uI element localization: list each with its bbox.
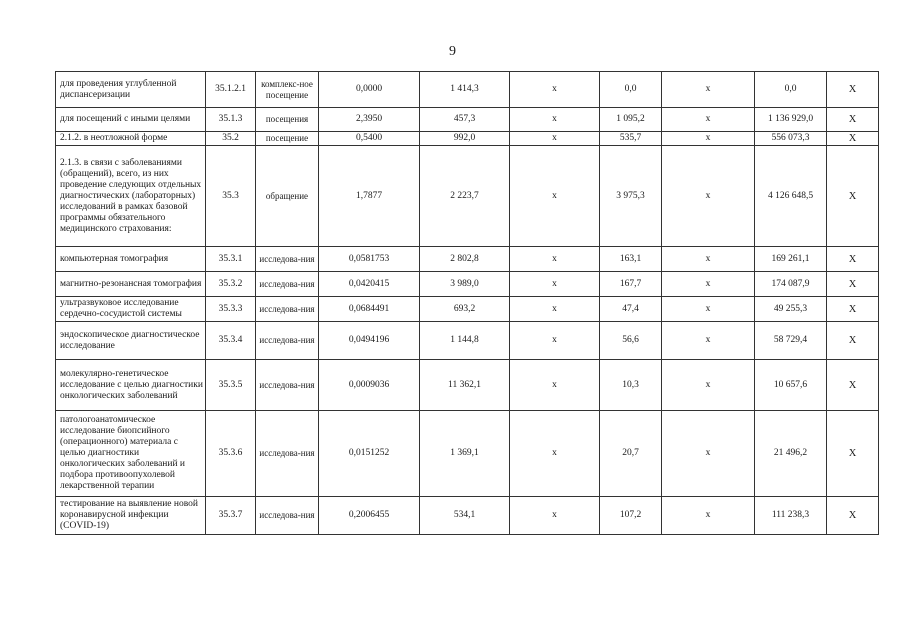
service-name-cell: магнитно-резонансная томография [56, 272, 206, 297]
unit-cell: исследова-ния [256, 322, 319, 360]
per-capita-cell: 20,7 [600, 411, 662, 497]
row-code-cell: 35.3.6 [206, 411, 256, 497]
table-row [56, 132, 879, 146]
mark-cell: Х [827, 247, 879, 272]
mark-cell: х [662, 132, 755, 146]
unit-cost-cell: 534,1 [420, 497, 510, 535]
mark-cell: Х [827, 272, 879, 297]
row-code-cell: 35.2 [206, 132, 256, 146]
unit-cost-cell: 2 802,8 [420, 247, 510, 272]
unit-cell: исследова-ния [256, 497, 319, 535]
total-cost-cell: 4 126 648,5 [755, 146, 827, 247]
service-name-cell: тестирование на выявление новой коронавирусной инфекции (COVID-19) [56, 497, 206, 535]
row-code-cell: 35.3 [206, 146, 256, 247]
norm-volume-cell: 0,0151252 [319, 411, 420, 497]
table-row [56, 108, 879, 132]
row-code-cell: 35.3.1 [206, 247, 256, 272]
mark-cell: х [510, 360, 600, 411]
mark-cell: х [662, 497, 755, 535]
total-cost-cell: 1 136 929,0 [755, 108, 827, 132]
unit-cost-cell: 11 362,1 [420, 360, 510, 411]
unit-cost-cell: 1 144,8 [420, 322, 510, 360]
mark-cell: х [510, 322, 600, 360]
norm-volume-cell: 0,2006455 [319, 497, 420, 535]
data-table [55, 71, 879, 535]
unit-cost-cell: 693,2 [420, 297, 510, 322]
unit-cost-cell: 2 223,7 [420, 146, 510, 247]
row-code-cell: 35.1.3 [206, 108, 256, 132]
per-capita-cell: 3 975,3 [600, 146, 662, 247]
table-row [56, 297, 879, 322]
unit-cell: обращение [256, 146, 319, 247]
norm-volume-cell: 0,5400 [319, 132, 420, 146]
total-cost-cell: 174 087,9 [755, 272, 827, 297]
unit-cell: посещение [256, 132, 319, 146]
mark-cell: Х [827, 322, 879, 360]
norm-volume-cell: 0,0000 [319, 72, 420, 108]
mark-cell: Х [827, 132, 879, 146]
norm-volume-cell: 0,0009036 [319, 360, 420, 411]
total-cost-cell: 49 255,3 [755, 297, 827, 322]
mark-cell: х [510, 297, 600, 322]
service-name-cell: для проведения углубленной диспансеризации [56, 72, 206, 108]
mark-cell: х [510, 146, 600, 247]
per-capita-cell: 167,7 [600, 272, 662, 297]
mark-cell: х [662, 146, 755, 247]
mark-cell: х [662, 411, 755, 497]
norm-volume-cell: 0,0420415 [319, 272, 420, 297]
per-capita-cell: 1 095,2 [600, 108, 662, 132]
total-cost-cell: 556 073,3 [755, 132, 827, 146]
unit-cost-cell: 1 369,1 [420, 411, 510, 497]
mark-cell: х [662, 297, 755, 322]
mark-cell: х [510, 108, 600, 132]
table-row [56, 247, 879, 272]
row-code-cell: 35.3.7 [206, 497, 256, 535]
unit-cell: исследова-ния [256, 297, 319, 322]
mark-cell: х [662, 322, 755, 360]
service-name-cell: ультразвуковое исследование сердечно-сосудистой системы [56, 297, 206, 322]
row-code-cell: 35.3.4 [206, 322, 256, 360]
total-cost-cell: 169 261,1 [755, 247, 827, 272]
service-name-cell: эндоскопическое диагностическое исследование [56, 322, 206, 360]
unit-cell: посещения [256, 108, 319, 132]
mark-cell: Х [827, 497, 879, 535]
table-row [56, 411, 879, 497]
total-cost-cell: 21 496,2 [755, 411, 827, 497]
unit-cell: исследова-ния [256, 272, 319, 297]
service-name-cell: 2.1.3. в связи с заболеваниями (обращений), всего, из них проведение следующих отдельных диагностических (лабораторных) исследований в рамках базовой программы обязательного медицинского страхования: [56, 146, 206, 247]
per-capita-cell: 47,4 [600, 297, 662, 322]
unit-cost-cell: 3 989,0 [420, 272, 510, 297]
unit-cell: исследова-ния [256, 360, 319, 411]
table-row [56, 497, 879, 535]
norm-volume-cell: 0,0684491 [319, 297, 420, 322]
unit-cost-cell: 457,3 [420, 108, 510, 132]
unit-cell: комплекс-ное посещение [256, 72, 319, 108]
mark-cell: х [662, 108, 755, 132]
mark-cell: х [662, 360, 755, 411]
service-name-cell: патологоанатомическое исследование биопсийного (операционного) материала с целью диагностики онкологических заболеваний и подбора противоопухолевой лекарственной терапии [56, 411, 206, 497]
row-code-cell: 35.3.5 [206, 360, 256, 411]
service-name-cell: 2.1.2. в неотложной форме [56, 132, 206, 146]
mark-cell: х [510, 497, 600, 535]
per-capita-cell: 163,1 [600, 247, 662, 272]
norm-volume-cell: 2,3950 [319, 108, 420, 132]
per-capita-cell: 10,3 [600, 360, 662, 411]
table-row [56, 360, 879, 411]
mark-cell: х [510, 72, 600, 108]
row-code-cell: 35.3.3 [206, 297, 256, 322]
row-code-cell: 35.1.2.1 [206, 72, 256, 108]
table-body [56, 72, 879, 535]
mark-cell: х [662, 272, 755, 297]
service-name-cell: молекулярно-генетическое исследование с целью диагностики онкологических заболеваний [56, 360, 206, 411]
service-name-cell: компьютерная томография [56, 247, 206, 272]
norm-volume-cell: 1,7877 [319, 146, 420, 247]
mark-cell: х [510, 247, 600, 272]
total-cost-cell: 111 238,3 [755, 497, 827, 535]
mark-cell: х [662, 247, 755, 272]
total-cost-cell: 58 729,4 [755, 322, 827, 360]
per-capita-cell: 56,6 [600, 322, 662, 360]
table-row [56, 322, 879, 360]
table-row [56, 272, 879, 297]
unit-cost-cell: 1 414,3 [420, 72, 510, 108]
per-capita-cell: 0,0 [600, 72, 662, 108]
norm-volume-cell: 0,0494196 [319, 322, 420, 360]
mark-cell: Х [827, 411, 879, 497]
mark-cell: х [510, 411, 600, 497]
mark-cell: х [510, 272, 600, 297]
mark-cell: Х [827, 72, 879, 108]
table-row [56, 72, 879, 108]
total-cost-cell: 10 657,6 [755, 360, 827, 411]
per-capita-cell: 107,2 [600, 497, 662, 535]
per-capita-cell: 535,7 [600, 132, 662, 146]
norm-volume-cell: 0,0581753 [319, 247, 420, 272]
mark-cell: Х [827, 146, 879, 247]
mark-cell: Х [827, 108, 879, 132]
unit-cost-cell: 992,0 [420, 132, 510, 146]
unit-cell: исследова-ния [256, 247, 319, 272]
mark-cell: х [662, 72, 755, 108]
mark-cell: Х [827, 297, 879, 322]
page-number: 9 [449, 44, 456, 59]
mark-cell: Х [827, 360, 879, 411]
table-row [56, 146, 879, 247]
service-name-cell: для посещений с иными целями [56, 108, 206, 132]
unit-cell: исследова-ния [256, 411, 319, 497]
row-code-cell: 35.3.2 [206, 272, 256, 297]
mark-cell: х [510, 132, 600, 146]
total-cost-cell: 0,0 [755, 72, 827, 108]
